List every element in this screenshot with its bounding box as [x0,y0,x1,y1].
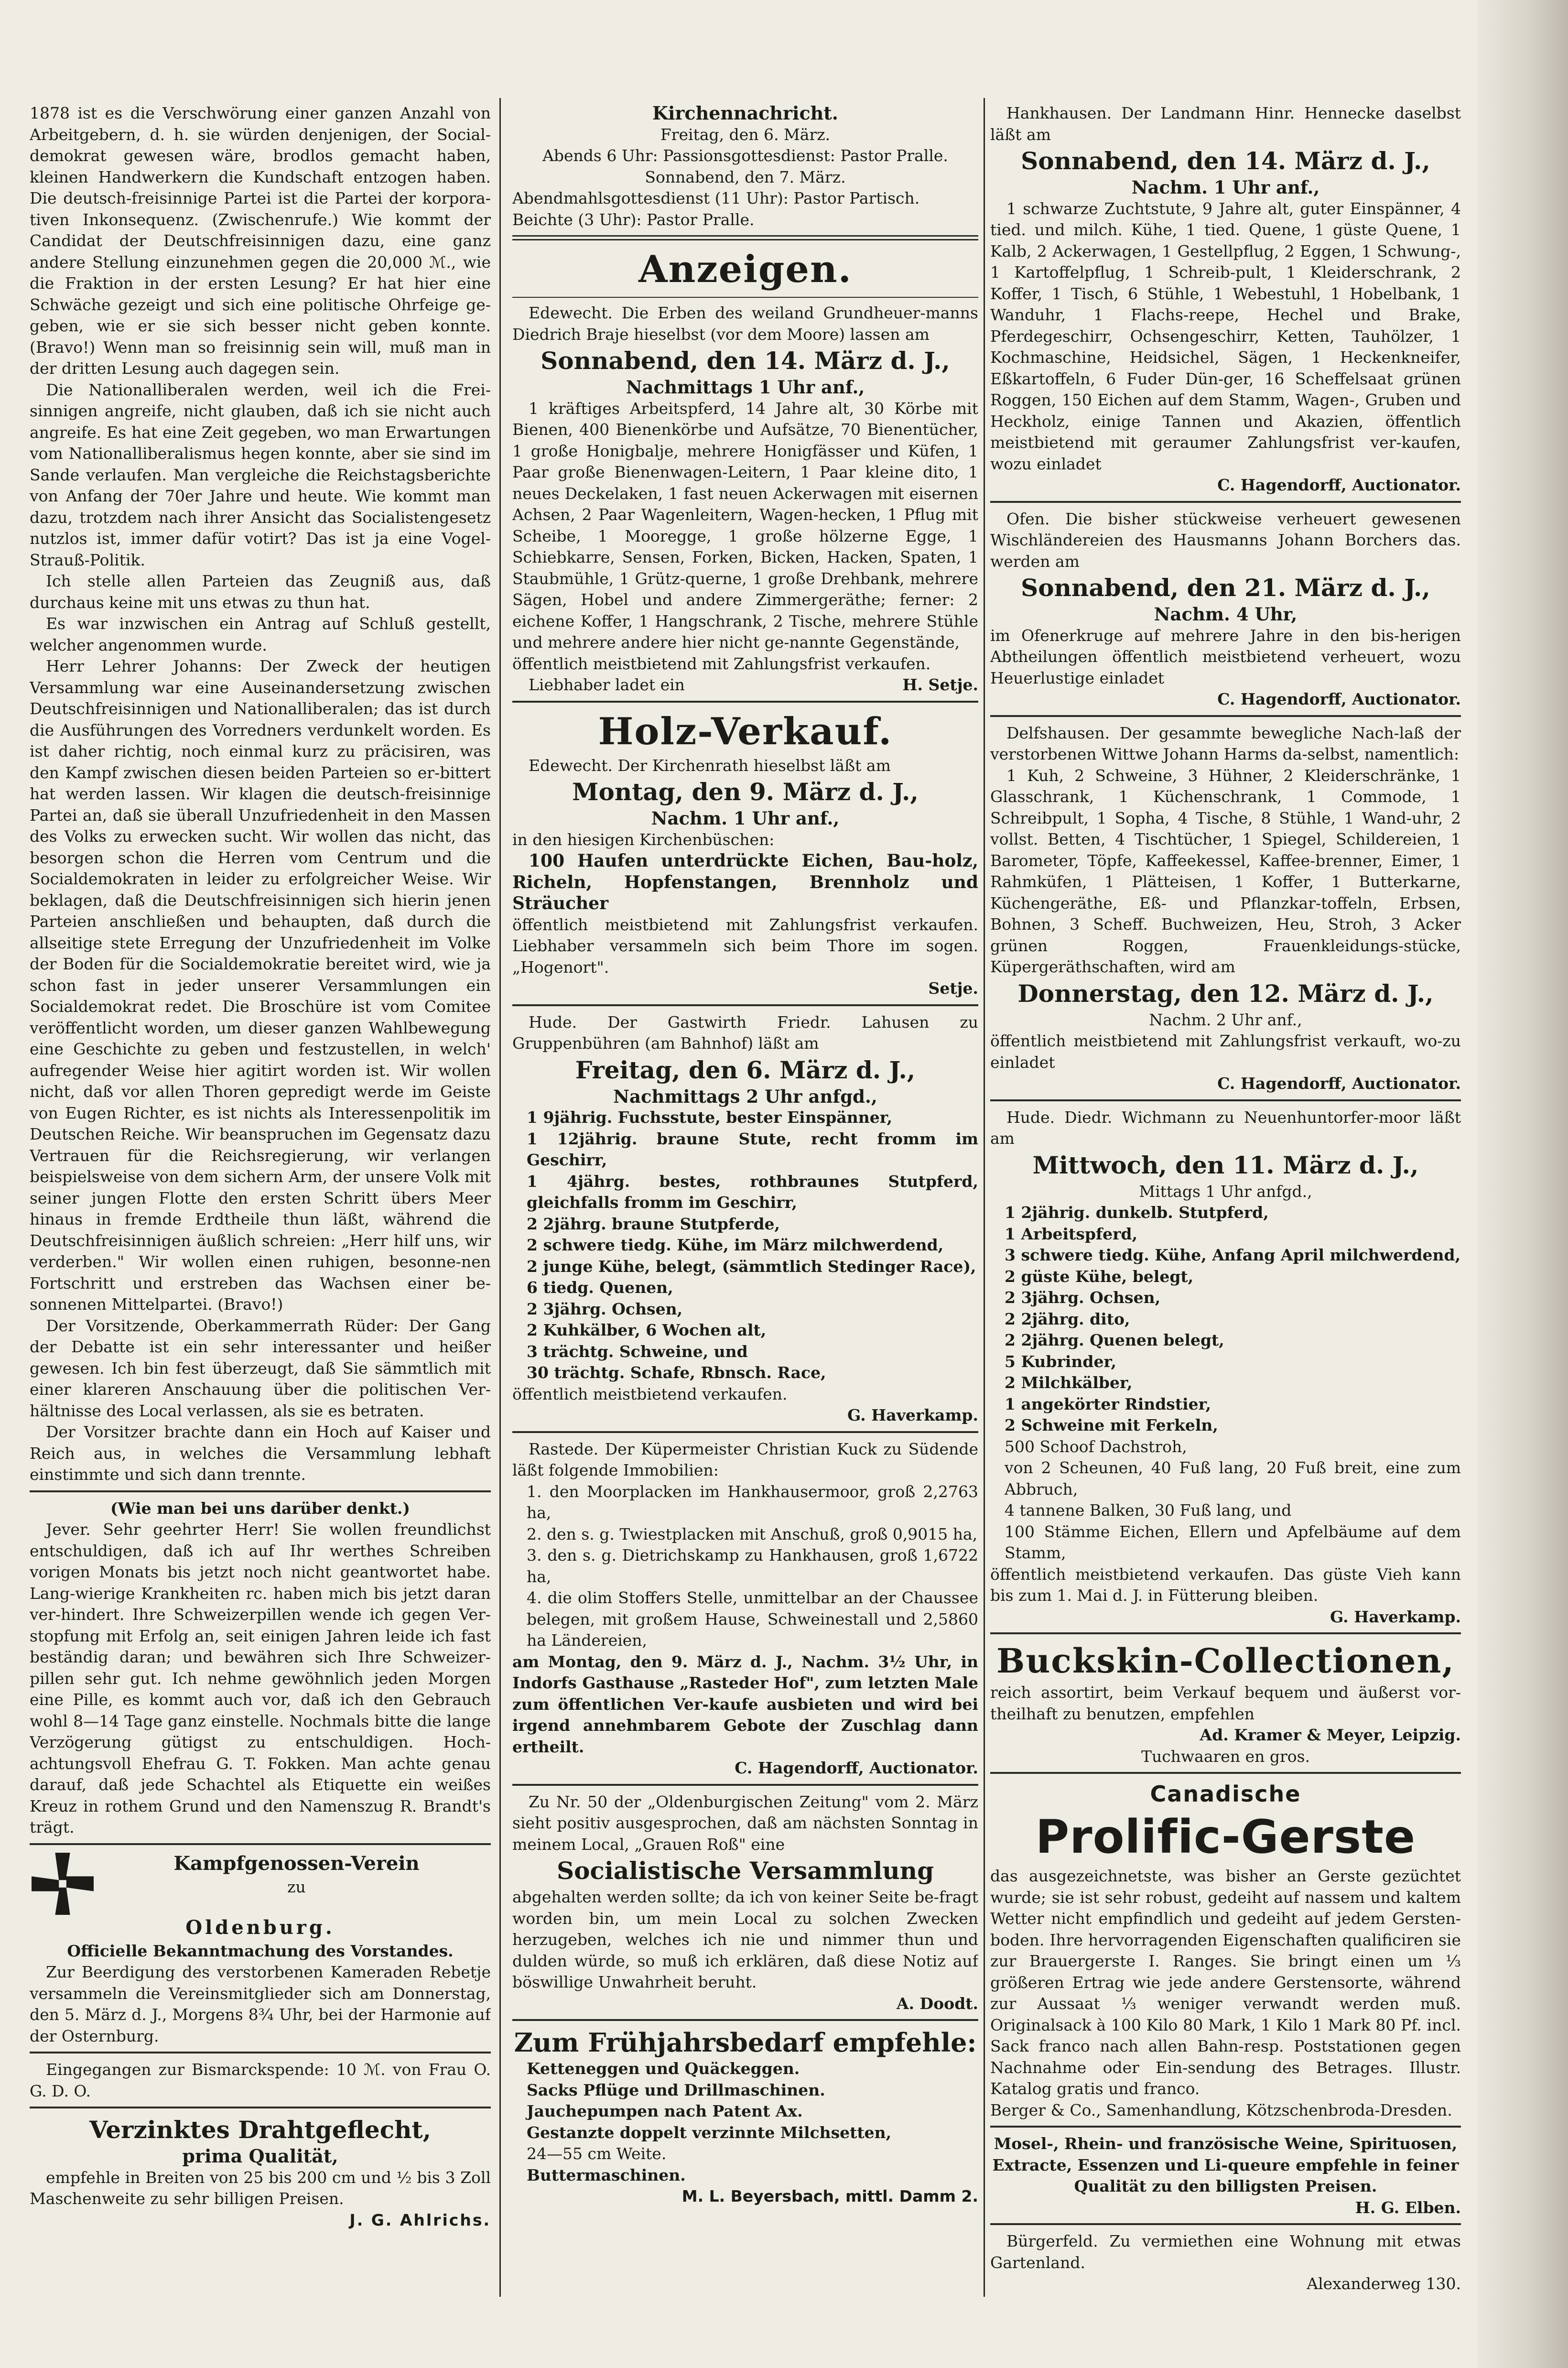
fruehjahr-title: Zum Frühjahrsbedarf empfehle: [514,2027,977,2058]
list-item: 5 Kubrinder, [1005,1352,1116,1371]
speech-paragraph: Der Vorsitzende, Oberkammerrath Rüder: Der Gang der Debatte ist ein sehr interessanter und heißer gewesen. Ich bin fest überzeugt, daß Sie sämmtlich mit einer klareren Anschauung über die politischen Ver-hältnisse des Local verlassen, als sie es betraten. [30,1316,491,1420]
list-item: 100 Stämme Eichen, Ellern und Apfelbäume auf dem Stamm, [1005,1522,1461,1562]
list-item: 500 Schoof Dachstroh, [1005,1437,1187,1456]
section-divider [512,701,978,703]
column-rule [499,98,501,2297]
canad-title: Canadische [1150,1781,1301,1807]
fruehjahr-signature: M. L. Beyersbach, mittl. Damm 2. [681,2187,978,2205]
sig-left: Liebhaber ladet ein [529,675,685,694]
section-divider [512,2019,978,2021]
hude1-close: öffentlich meistbietend verkaufen. [512,1384,788,1403]
hude1-intro: Hude. Der Gastwirth Friedr. Lahusen zu Gruppenbühren (am Bahnhof) läßt am [512,1012,978,1053]
hude1-time: Nachmittags 2 Uhr anfgd., [613,1086,877,1107]
speech-paragraph: 1878 ist es die Verschwörung einer ganzen Anzahl von Arbeitgebern, d. h. sie würden denjenigen, der Social-demokrat gewesen wäre, brodlos gemacht haben, kleinen Handwerkern die Kundschaft entzogen haben. Die deutsch-freisinnige Partei ist die Partei der korpora-tiven Inkonsequenz. (Zwischenrufe.) Wie kommt der Candidat der Deutschfreisinnigen dazu, eine ganz andere Stellung einzunehmen gegen die 20,000 ℳ., wie die Fraktion in der ersten Lesung? Er hat hier eine Schwäche gezeigt und sich eine politische Ohrfeige ge-geben, wie er sie sich besser nicht geben konnte. (Bravo!) Wenn man so freisinnig sein will, muß man in der dritten Lesung auch dagegen sein. [30,104,491,378]
kirchen-line: Freitag, den 6. März. [660,125,831,144]
section-divider [990,2223,1461,2225]
list-item: 2 3jährg. Ochsen, [1005,1288,1161,1307]
verein-city: Oldenburg. [185,1916,335,1939]
ofen-text: im Ofenerkruge auf mehrere Jahre in den bis-herigen Abtheilungen öffentlich meistbietend verheuert, wozu Heuerlustige einladet [990,626,1461,687]
list-item: 2 schwere tiedg. Kühe, im März milchwerdend, [527,1236,944,1254]
column-left [30,103,491,2302]
list-item: 2 Schweine mit Ferkeln, [1005,1416,1218,1434]
list-item: 2 2jährg. dito, [1005,1309,1130,1328]
list-item: 3 schwere tiedg. Kühe, Anfang April milchwerdend, [1005,1246,1461,1264]
draht-quality: prima Qualität, [182,2145,338,2167]
section-divider [990,1772,1461,1774]
list-item: 4 tannene Balken, 30 Fuß lang, und [1005,1501,1292,1520]
verein-notice [30,1851,491,2047]
buerger-text: Bürgerfeld. Zu vermiethen eine Wohnung mit etwas Gartenland. [990,2232,1461,2272]
verein-title: Kampfgenossen-Verein [173,1852,420,1875]
page-edge-shadow [1477,0,1568,2368]
ofen-signature: C. Hagendorff, Auctionator. [1217,690,1461,708]
edewecht2-time: Nachm. 1 Uhr anf., [651,808,840,829]
rastede-items [512,1481,978,1651]
bismarck-notice: Eingegangen zur Bismarckspende: 10 ℳ. von Frau O. G. D. O. [30,2060,491,2100]
edewecht1-date: Sonnabend, den 14. März d. J., [541,347,950,375]
hank-intro: Hankhausen. Der Landmann Hinr. Hennecke daselbst läßt am [990,104,1461,144]
hude2-time: Mittags 1 Uhr anfgd., [1139,1182,1312,1201]
list-item: 1 9jährig. Fuchsstute, bester Einspänner, [527,1108,893,1127]
prolific-signature: Berger & Co., Samenhandlung, Kötzschenbroda-Dresden. [990,2100,1452,2119]
rastede-intro: Rastede. Der Küpermeister Christian Kuck zu Südende läßt folgende Immobilien: [512,1439,978,1479]
hude1-date: Freitag, den 6. März d. J., [575,1055,916,1084]
list-item: 6 tiedg. Quenen, [527,1278,673,1297]
list-item: 2 3jährg. Ochsen, [527,1299,683,1318]
rastede-signature: C. Hagendorff, Auctionator. [735,1759,978,1777]
section-divider [990,2126,1461,2128]
draht-title: Verzinktes Drahtgeflecht, [89,2116,431,2144]
edewecht1-items: 1 kräftiges Arbeitspferd, 14 Jahre alt, 30 Körbe mit Bienen, 400 Bienenkörbe und Aufsätze, 70 Bienentücher, 1 große Honigbalje, mehrere Honigfässer und Küfen, 1 Paar große Bienenwagen-Leitern, 1 Paar kleine dito, 1 neues Deckelaken, 1 fast neuen Ackerwagen mit eisernen Achsen, 2 Paar Wagenleitern, Wagen-hecken, 1 Pflug mit Scheibe, 1 Mooregge, 1 große hölzerne Egge, 1 Schiebkarre, Sensen, Forken, Bicken, Hacken, Spaten, 1 Staubmühle, 1 Grütz-querne, 1 große Drehbank, mehrere Sägen, Hobel und andere Zimmergeräthe; ferner: 2 eichene Koffer, 1 Hangschrank, 2 Tische, mehrere Stühle und mehrere andere hier nicht ge-nannte Gegenstände, [512,399,978,652]
holz-title: Holz-Verkauf. [598,709,893,753]
buckskin-title: Buckskin-Collectionen, [996,1641,1455,1681]
column-rule [984,98,985,2297]
delf-items: 1 Kuh, 2 Schweine, 3 Hühner, 2 Kleiderschränke, 1 Glasschrank, 1 Küchenschrank, 1 Commode, 1 Schreibpult, 1 Sopha, 4 Tische, 8 Stühle, 1 Wand-uhr, 2 vollst. Betten, 4 Tischtücher, 1 Spiegel, Schildereien, 1 Barometer, Töpfe, Kaffeekessel, Kaffee-brenner, Eimer, 1 Rahmküfen, 1 Plätteisen, 1 Koffer, 1 Butterkarne, Küchengeräthe, Eß- und Pflanzkar-toffeln, Erbsen, Bohnen, 3 Scheff. Buchweizen, Heu, Stroh, 3 Acker grünen Roggen, Frauenkleidungs-stücke, Küpergeräthschaften, wird am [990,766,1461,976]
fruehjahr-items [512,2058,978,2186]
sozial-title: Socialistische Versammlung [556,1857,934,1885]
edewecht1-time: Nachmittags 1 Uhr anf., [626,377,865,398]
hude2-date: Mittwoch, den 11. März d. J., [1032,1151,1419,1179]
ofen-time: Nachm. 4 Uhr, [1154,604,1298,625]
kirchen-line: Beichte (3 Uhr): Pastor Pralle. [512,210,755,229]
section-divider [990,501,1461,503]
delf-intro: Delfshausen. Der gesammte bewegliche Nach-laß der verstorbenen Wittwe Johann Harms da-selbst, namentlich: [990,723,1461,763]
section-divider [990,715,1461,717]
hank-time: Nachm. 1 Uhr anf., [1131,177,1320,198]
edewecht1-close: öffentlich meistbietend mit Zahlungsfrist verkaufen. [512,654,931,673]
delf-close: öffentlich meistbietend mit Zahlungsfrist verkauft, wo-zu einladet [990,1032,1461,1072]
edewecht2-close: öffentlich meistbietend mit Zahlungsfrist verkaufen. Liebhaber versammeln sich beim Thore im sogen. „Hogenort". [512,915,978,977]
draht-signature: J. G. Ahlrichs. [349,2210,491,2229]
speech-paragraph: Ich stelle allen Parteien das Zeugniß aus, daß durchaus keine mit uns etwas zu thun hat. [30,572,491,612]
section-divider [512,1784,978,1786]
list-item: 1 Arbeitspferd, [1005,1224,1138,1243]
sozial-text: abgehalten werden sollte; da ich von keiner Seite be-fragt worden bin, um mein Local zu solchen Zwecken herzugeben, welches ich nie und nimmer thun und dulden würde, so muß ich erklären, daß diese Notiz auf böswillige Unwahrheit beruht. [512,1888,978,1991]
iron-cross-icon [32,1853,94,1915]
draht-text: empfehle in Breiten von 25 bis 200 cm und ½ bis 3 Zoll Maschenweite zu sehr billigen Preisen. [30,2168,491,2208]
list-item: Jauchepumpen nach Patent Ax. [527,2102,803,2120]
edewecht1-signature [512,674,978,696]
list-item: 2 junge Kühe, belegt, (sämmtlich Stedinger Race), [527,1257,976,1276]
hude2-signature: G. Haverkamp. [1330,1607,1461,1626]
list-item: von 2 Scheunen, 40 Fuß lang, 20 Fuß breit, eine zum Abbruch, [1005,1458,1461,1499]
section-divider [30,1843,491,1845]
prolific-title: Prolific-Gerste [1035,1810,1416,1864]
column-right [990,103,1461,2302]
hude2-intro: Hude. Diedr. Wichmann zu Neuenhuntorfer-moor läßt am [990,1108,1461,1148]
list-item: 2 Milchkälber, [1005,1373,1133,1392]
sozial-signature: A. Doodt. [896,1994,978,2013]
column-middle [512,103,978,2302]
section-divider [512,1431,978,1433]
list-item: Buttermaschinen. [527,2165,686,2184]
verein-zu: zu [287,1877,306,1896]
edewecht2-date: Montag, den 9. März d. J., [572,778,919,806]
hude1-items [512,1107,978,1384]
list-item: 3. den s. g. Dietrichskamp zu Hankhausen, groß 1,6722 ha, [527,1546,978,1586]
kirchen-line: Sonnabend, den 7. März. [645,167,846,186]
section-divider [30,2107,491,2108]
kirchen-title: Kirchennachricht. [652,103,839,124]
list-item: 1. den Moorplacken im Hankhausermoor, groß 2,2763 ha, [527,1482,978,1522]
wein-signature: H. G. Elben. [1355,2198,1461,2217]
prolific-text: das ausgezeichnetste, was bisher an Gerste gezüchtet wurde; sie ist sehr robust, gedeiht auf nassem und kaltem Wetter nicht empfindlich und gedeiht auf jedem Gersten-boden. Ihre hervorragenden Eigenschaften qualificiren sie zur Brauergerste I. Ranges. Sie bringt einen um ⅓ größeren Ertrag wie jede andere Gerstensorte, während zur Aussaat ⅓ weniger verwandt werden muß. Originalsack à 100 Kilo 80 Mark, 1 Kilo 1 Mark 80 Pf. incl. Sack franco nach allen Bahn-resp. Poststationen gegen Nachnahme oder Ein-sendung des Betrages. Illustr. Katalog gratis und franco. [990,1867,1461,2098]
hank-items: 1 schwarze Zuchtstute, 9 Jahre alt, guter Einspänner, 4 tied. und milch. Kühe, 1 tied. Quene, 1 güste Quene, 1 Kalb, 2 Ackerwagen, 1 Gestellpflug, 2 Eggen, 1 Schwung-, 1 Kartoffelpflug, 1 Schreib-pult, 1 Kleiderschrank, 2 Koffer, 1 Tisch, 6 Stühle, 1 Webestuhl, 1 Hobelbank, 1 Wanduhr, 1 Flachs-reepe, Hechel und Brake, Pferdegeschirr, Ochsengeschirr, Ketten, Tauhölzer, 1 Kochmaschine, Heidsichel, Sägen, 1 Heckenkneifer, Eßkartoffeln, 6 Fuder Dün-ger, 16 Scheffelsaat grünen Roggen, 150 Eichen auf dem Stamm, Wagen-, Gruben und Heckholz, einige Tannen und Akazien, öffentlich meistbietend mit geraumer Zahlungsfrist ver-kaufen, wozu einladet [990,199,1461,473]
ofen-date: Sonnabend, den 21. März d. J., [1021,574,1430,602]
verein-subtitle: Officielle Bekanntmachung des Vorstandes. [67,1941,454,1960]
section-divider [512,1004,978,1006]
hude1-signature: G. Haverkamp. [847,1406,978,1424]
section-divider [990,1099,1461,1101]
sozial-intro: Zu Nr. 50 der „Oldenburgischen Zeitung" vom 2. März sieht positiv ausgesprochen, daß am nächsten Sonntag in meinem Local, „Grauen Roß" eine [512,1792,978,1854]
delf-time: Nachm. 2 Uhr anf., [1149,1010,1302,1029]
list-item: 1 12jährig. braune Stute, recht fromm im Geschirr, [527,1129,978,1169]
speech-paragraph: Herr Lehrer Johanns: Der Zweck der heutigen Versammlung war eine Auseinandersetzung zwischen Deutschfreisinnigen und Nationalliberalen; das ist durch die Ausführungen des Vorredners verdunkelt worden. Es ist daher richtig, noch einmal kurz zu präcisiren, was den Kampf zwischen diesen beiden Parteien so er-bittert hat werden lassen. Wir klagen die deutsch-freisinnige Partei an, daß sie überall Unzufriedenheit in den Massen des Volks zu erwecken sucht. Wir wollen das nicht, das besorgen schon die Herren vom Centrum und die Socialdemokraten in leider zu erfolgreicher Weise. Wir beklagen, daß die Deutschfreisinnigen sich hierin jenen Parteien anschließen und behaupten, daß durch die allseitige stete Erregung der Unzufriedenheit im Volke der Boden für die Socialdemokratie bereitet wird, wie ja schon fast in jeder unserer Versammlungen ein Socialdemokrat redet. Die Broschüre ist vom Comitee veröffentlicht worden, um dieser ganzen Wahlbewegung eine Geschichte zu geben und festzustellen, in welch' aufregender Weise hier agitirt worden ist. Wir wollen nicht, daß vor allen Thoren gepredigt werde im Geiste von Eugen Richter, es ist nichts als Interessenpolitik im Deutschen Reiche. Wir beanspruchen im Gegensatz dazu Vertrauen für die Reichsregierung, wir verlangen beispielsweise von dem sichern Arm, der unsere Volk mit seiner jungen Flotte den ersten Schritt übers Meer hinaus in fremde Erdtheile thun läßt, während die Deutschfreisinnigen äußlich schreien: „Herr hilf uns, wir verderben." Wir wollen einen ruhigen, besonne-nen Fortschritt und erstreben das Wachsen einer be-sonnenen Mittelpartei. (Bravo!) [30,657,491,1314]
list-item: 24—55 cm Weite. [527,2144,667,2163]
list-item: 4. die olim Stoffers Stelle, unmittelbar an der Chaussee belegen, mit großem Hause, Schweinestall und 2,5860 ha Ländereien, [527,1588,978,1650]
buerger-address: Alexanderweg 130. [1307,2274,1461,2293]
list-item: 2. den s. g. Twiestplacken mit Anschuß, groß 0,9015 ha, [527,1524,978,1543]
delf-signature: C. Hagendorff, Auctionator. [1217,1074,1461,1093]
kirchen-line: Abends 6 Uhr: Passionsgottesdienst: Pastor Pralle. [542,146,948,165]
ofen-intro: Ofen. Die bisher stückweise verheuert gewesenen Wischländereien des Hausmanns Johann Borchers das. werden am [990,509,1461,571]
buckskin-sub: Tuchwaaren en gros. [1141,1747,1310,1766]
list-item: 2 güste Kühe, belegt, [1005,1267,1194,1286]
rastede-date: am Montag, den 9. März d. J., Nachm. 3½ Uhr, in Indorfs Gasthause „Rasteder Hof", zum letzten Male zum öffentlichen Ver-kaufe ausbieten und wird bei irgend annehmbarem Gebote der Zuschlag dann ertheilt. [512,1652,978,1756]
speech-paragraph: Es war inzwischen ein Antrag auf Schluß gestellt, welcher angenommen wurde. [30,614,491,654]
brandt-ad-heading: (Wie man bei uns darüber denkt.) [110,1499,411,1518]
list-item: Gestanzte doppelt verzinnte Milchsetten, [527,2123,892,2142]
list-item: 1 4jährg. bestes, rothbraunes Stutpferd, gleichfalls fromm im Geschirr, [527,1172,978,1212]
list-item: Ketteneggen und Quäckeggen. [527,2059,800,2078]
list-item: Sacks Pflüge und Drillmaschinen. [527,2080,825,2099]
brandt-ad-text: Jever. Sehr geehrter Herr! Sie wollen freundlichst entschuldigen, daß ich auf Ihr werthes Schreiben vorigen Monats bis jetzt noch nicht geantwortet habe. Lang-wierige Krankheiten rc. haben mich bis jetzt daran ver-hindert. Ihre Schweizerpillen wende ich gegen Ver-stopfung mit Erfolg an, seit einigen Jahren leide ich fast beständig daran; und bewähren sich Ihre Schweizer-pillen sehr gut. Ich nehme gewöhnlich jeden Morgen eine Pille, es kommt auch vor, daß ich den Gebrauch wohl 8—14 Tage ganz einstelle. Nochmals bitte die lange Verzögerung gütigst zu entschuldigen. Hoch-achtungsvoll Ehefrau G. T. Fokken. Man achte genau darauf, daß jede Schachtel als Etiquette ein weißes Kreuz in rothem Grund und den Namenszug R. Brandt's trägt. [30,1520,491,1836]
hank-signature: C. Hagendorff, Auctionator. [1217,476,1461,494]
kirchen-line: Abendmahlsgottesdienst (11 Uhr): Pastor Partisch. [512,189,920,207]
section-divider [512,297,978,298]
buckskin-signature: Ad. Kramer & Meyer, Leipzig. [1200,1726,1461,1744]
section-divider [30,2052,491,2053]
hude2-close: öffentlich meistbietend verkaufen. Das güste Vieh kann bis zum 1. Mai d. J. in Fütterung bleiben. [990,1564,1461,1605]
sig-right: H. Setje. [902,675,978,694]
edewecht2-place: in den hiesigen Kirchenbüschen: [512,830,775,849]
list-item: 30 trächtg. Schafe, Rbnsch. Race, [527,1363,826,1382]
edewecht1-intro: Edewecht. Die Erben des weiland Grundheuer-manns Diedrich Braje hieselbst (vor dem Moore) lassen am [512,304,978,344]
verein-text: Zur Beerdigung des verstorbenen Kameraden Rebetje versammeln die Vereinsmitglieder sich am Donnerstag, den 5. März d. J., Morgens 8¾ Uhr, bei der Harmonie auf der Osternburg. [30,1963,491,2045]
hank-date: Sonnabend, den 14. März d. J., [1021,147,1430,175]
section-divider [30,1490,491,1492]
edewecht2-items: 100 Haufen unterdrückte Eichen, Bau-holz, Richeln, Hopfenstangen, Brennholz und Sträucher [512,851,978,913]
hude2-items [990,1202,1461,1564]
speech-paragraph: Die Nationalliberalen werden, weil ich die Frei-sinnigen angreife, nicht glauben, daß ich sie nicht auch angreife. Es hat eine Zeit gegeben, wo man Erwartungen vom Nationalliberalismus hegen konnte, aber sie sind im Sande verlaufen. Man vergleiche die Reichstagsberichte von Anfang der 70er Jahre und heute. Wie kommt man dazu, trotzdem nach ihrer Ansicht das Socialistengesetz nutzlos ist, immer dafür votirt? Das ist ja eine Vogel-Strauß-Politik. [30,380,491,569]
list-item: 2 2jährg. Quenen belegt, [1005,1331,1224,1349]
delf-date: Donnerstag, den 12. März d. J., [1017,979,1434,1008]
section-divider [512,235,978,240]
list-item: 2 2jährg. braune Stutpferde, [527,1214,780,1233]
list-item: 2 Kuhkälber, 6 Wochen alt, [527,1321,767,1339]
buckskin-text: reich assortirt, beim Verkauf bequem und äußerst vor-theilhaft zu benutzen, empfehlen [990,1683,1461,1723]
section-divider [990,1632,1461,1634]
anzeigen-title: Anzeigen. [638,248,852,291]
edewecht2-signature: Setje. [928,979,978,998]
list-item: 1 2jährig. dunkelb. Stutpferd, [1005,1203,1269,1222]
list-item: 1 angekörter Rindstier, [1005,1394,1211,1413]
speech-paragraph: Der Vorsitzer brachte dann ein Hoch auf Kaiser und Reich aus, in welches die Versammlung lebhaft einstimmte und sich dann trennte. [30,1423,491,1484]
list-item: 3 trächtg. Schweine, und [527,1342,748,1361]
edewecht2-intro: Edewecht. Der Kirchenrath hieselbst läßt am [529,756,891,775]
wein-text: Mosel-, Rhein- und französische Weine, Spirituosen, Extracte, Essenzen und Li-queure empfehle in feiner Qualität zu den billigsten Preisen. [992,2134,1459,2195]
